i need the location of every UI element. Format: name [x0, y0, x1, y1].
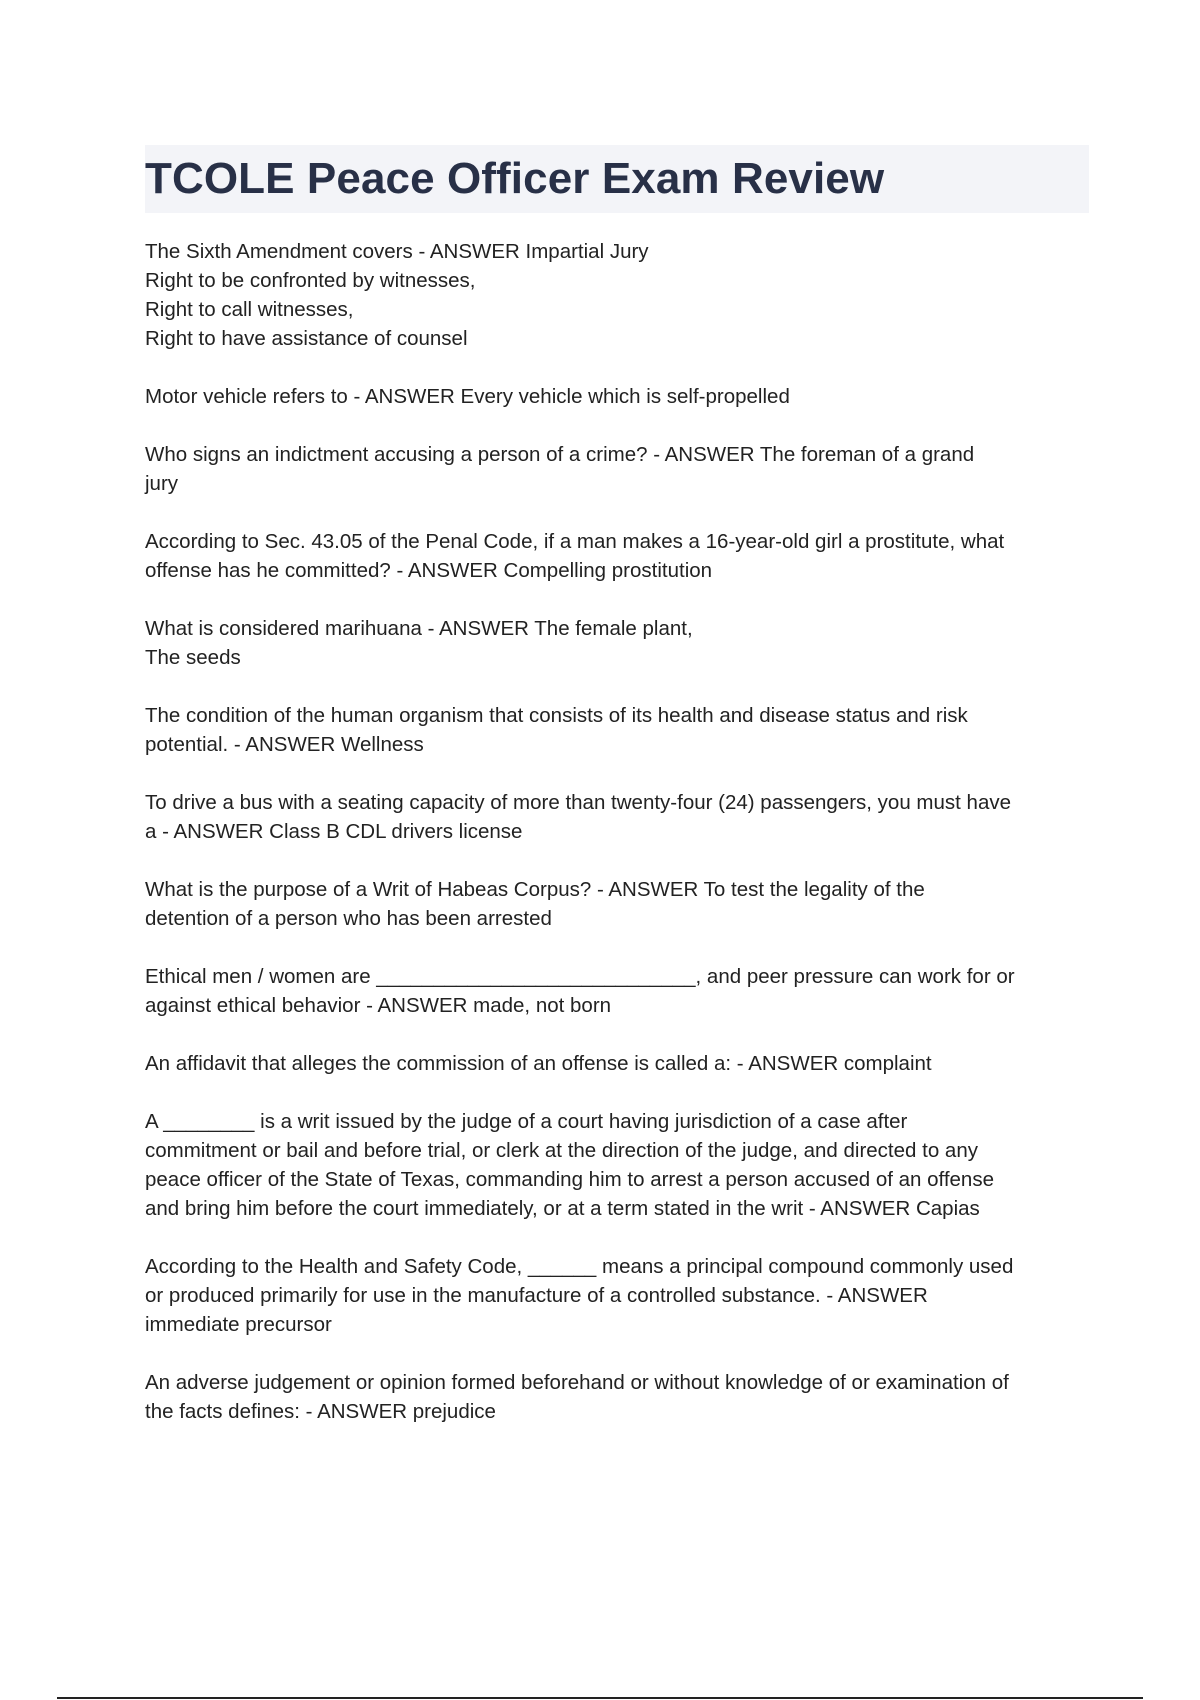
qa-item — [145, 1252, 1095, 1339]
qa-list — [145, 237, 1095, 1455]
title-banner — [145, 145, 1089, 213]
qa-text-line: Ethical men / women are ____________________________, and peer pressure can work for or — [145, 965, 1015, 988]
qa-item — [145, 962, 1095, 1020]
qa-text-line: Motor vehicle refers to - ANSWER Every vehicle which is self-propelled — [145, 385, 790, 408]
qa-text-line: detention of a person who has been arrested — [145, 907, 552, 930]
qa-text-line: jury — [145, 472, 179, 495]
qa-item — [145, 237, 1095, 353]
qa-text-line: or produced primarily for use in the manufacture of a controlled substance. - ANSWER — [145, 1284, 928, 1307]
qa-text-line: peace officer of the State of Texas, commanding him to arrest a person accused of an offense — [145, 1168, 994, 1191]
qa-item — [145, 614, 1095, 672]
qa-item — [145, 701, 1095, 759]
qa-text-line: immediate precursor — [145, 1313, 332, 1336]
qa-text-line: What is the purpose of a Writ of Habeas Corpus? - ANSWER To test the legality of the — [145, 878, 925, 901]
qa-text-line: What is considered marihuana - ANSWER The female plant, — [145, 617, 693, 640]
qa-item — [145, 875, 1095, 933]
qa-text-line: against ethical behavior - ANSWER made, not born — [145, 994, 612, 1017]
qa-text-line: An adverse judgement or opinion formed beforehand or without knowledge of or examination of — [145, 1371, 1009, 1394]
qa-item — [145, 1107, 1095, 1223]
qa-text-line: To drive a bus with a seating capacity of more than twenty-four (24) passengers, you must have — [145, 791, 1011, 814]
qa-text-line: According to the Health and Safety Code, ______ means a principal compound commonly used — [145, 1255, 1014, 1278]
qa-text-line: a - ANSWER Class B CDL drivers license — [145, 820, 523, 843]
qa-text-line: commitment or bail and before trial, or clerk at the direction of the judge, and directed to any — [145, 1139, 978, 1162]
qa-text-line: An affidavit that alleges the commission of an offense is called a: - ANSWER complaint — [145, 1052, 932, 1075]
qa-text-line: Who signs an indictment accusing a person of a crime? - ANSWER The foreman of a grand — [145, 443, 975, 466]
qa-text-line: According to Sec. 43.05 of the Penal Code, if a man makes a 16-year-old girl a prostitute, what — [145, 530, 1005, 553]
qa-text-line: The Sixth Amendment covers - ANSWER Impartial Jury — [145, 240, 649, 263]
qa-item — [145, 1368, 1095, 1426]
qa-item — [145, 440, 1095, 498]
page-bottom-rule — [57, 1697, 1143, 1699]
qa-item — [145, 382, 1095, 411]
qa-text-line: The seeds — [145, 646, 241, 669]
qa-text-line: A ________ is a writ issued by the judge of a court having jurisdiction of a case after — [145, 1110, 908, 1133]
qa-text-line: Right to call witnesses, — [145, 298, 354, 321]
qa-text-line: Right to be confronted by witnesses, — [145, 269, 476, 292]
qa-item — [145, 788, 1095, 846]
qa-text-line: Right to have assistance of counsel — [145, 327, 468, 350]
page-title: TCOLE Peace Officer Exam Review — [145, 154, 885, 203]
qa-item — [145, 527, 1095, 585]
qa-text-line: the facts defines: - ANSWER prejudice — [145, 1400, 496, 1423]
qa-text-line: and bring him before the court immediately, or at a term stated in the writ - ANSWER Capias — [145, 1197, 980, 1220]
qa-text-line: potential. - ANSWER Wellness — [145, 733, 424, 756]
qa-text-line: offense has he committed? - ANSWER Compelling prostitution — [145, 559, 713, 582]
qa-text-line: The condition of the human organism that consists of its health and disease status and risk — [145, 704, 968, 727]
qa-item — [145, 1049, 1095, 1078]
